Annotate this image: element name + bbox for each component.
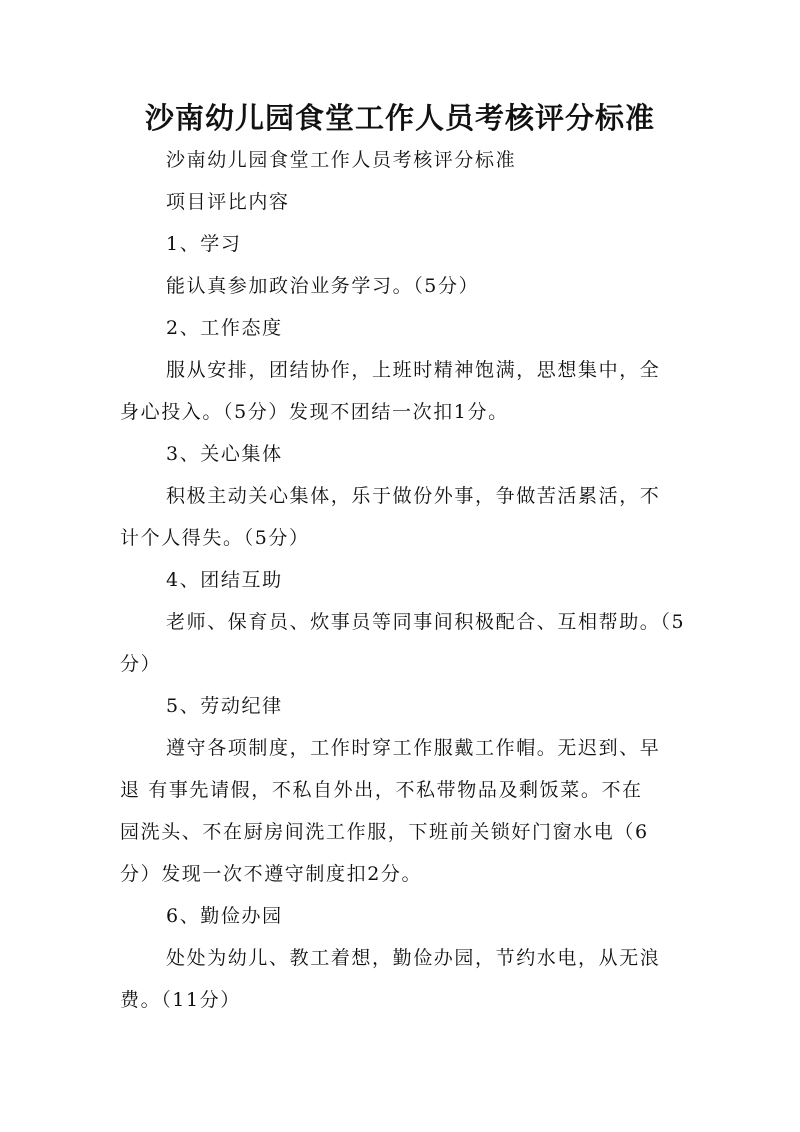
- item-text-collective-2: 计个人得失。（5分）: [120, 527, 310, 549]
- item-heading-collective: 3、关心集体: [166, 443, 283, 465]
- item-text-frugality-2: 费。（11分）: [120, 989, 241, 1011]
- item-text-discipline-4: 分）发现一次不遵守制度扣2分。: [120, 863, 423, 885]
- item-heading-mutual-help: 4、团结互助: [166, 569, 283, 591]
- item-text-discipline-2: 退 有事先请假，不私自外出，不私带物品及剩饭菜。不在: [120, 779, 643, 801]
- item-heading-attitude: 2、工作态度: [166, 317, 283, 339]
- item-text-frugality-1: 处处为幼儿、教工着想，勤俭办园，节约水电，从无浪: [166, 947, 661, 969]
- item-text-discipline-3: 园洗头、不在厨房间洗工作服，下班前关锁好门窗水电（6: [120, 821, 649, 843]
- item-heading-frugality: 6、勤俭办园: [166, 905, 283, 927]
- item-text-mutual-help-1: 老师、保育员、炊事员等同事间积极配合、互相帮助。（5: [166, 611, 686, 633]
- item-heading-discipline: 5、劳动纪律: [166, 695, 283, 717]
- document-title: 沙南幼儿园食堂工作人员考核评分标准: [144, 101, 655, 135]
- item-text-study: 能认真参加政治业务学习。（5分）: [166, 275, 480, 297]
- item-heading-study: 1、学习: [166, 233, 242, 255]
- item-text-collective-1: 积极主动关心集体，乐于做份外事，争做苦活累活，不: [166, 485, 661, 507]
- item-text-attitude-2: 身心投入。（5分）发现不团结一次扣1分。: [120, 401, 509, 423]
- section-intro-line: 项目评比内容: [166, 191, 290, 213]
- item-text-mutual-help-2: 分）: [120, 653, 162, 675]
- item-text-attitude-1: 服从安排，团结协作，上班时精神饱满，思想集中，全: [166, 359, 661, 381]
- subtitle-line: 沙南幼儿园食堂工作人员考核评分标准: [166, 149, 517, 171]
- item-text-discipline-1: 遵守各项制度，工作时穿工作服戴工作帽。无迟到、早: [166, 737, 661, 759]
